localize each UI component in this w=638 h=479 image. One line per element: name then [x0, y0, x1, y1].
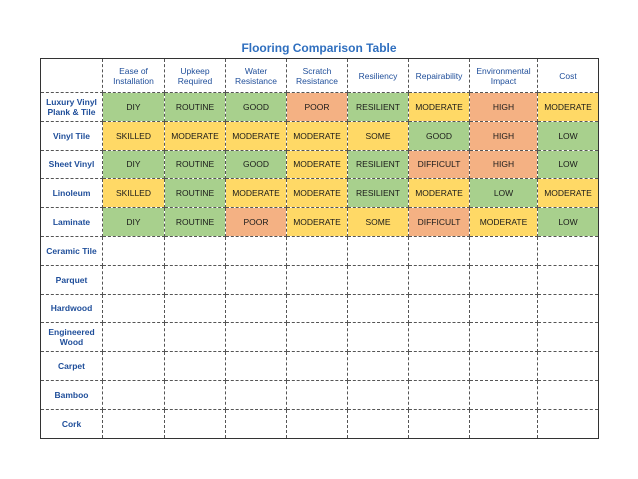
cell-value: MODERATE	[544, 101, 592, 112]
table-cell	[103, 150, 165, 179]
table-cell	[226, 93, 287, 122]
table-cell	[409, 323, 470, 352]
cell-value: SKILLED	[116, 130, 151, 141]
cell-value: MODERATE	[293, 130, 341, 141]
table-row	[41, 208, 599, 237]
cell-value: DIY	[126, 217, 141, 228]
table-cell	[538, 352, 599, 381]
column-header: Environmental Impact	[470, 59, 538, 93]
table-cell	[470, 380, 538, 409]
table-cell	[165, 236, 226, 265]
table-cell	[538, 121, 599, 150]
table-cell	[538, 179, 599, 208]
row-header: Luxury Vinyl Plank & Tile	[41, 93, 103, 122]
table-cell	[409, 380, 470, 409]
table-cell	[470, 352, 538, 381]
table-row	[41, 294, 599, 323]
table-cell	[409, 265, 470, 294]
table-cell	[226, 352, 287, 381]
table-cell	[287, 93, 348, 122]
table-row	[41, 352, 599, 381]
table-cell	[287, 121, 348, 150]
table-cell	[470, 409, 538, 438]
cell-value: DIY	[126, 101, 141, 112]
table-cell	[165, 208, 226, 237]
table-cell	[103, 236, 165, 265]
table-cell	[470, 93, 538, 122]
header-row	[41, 59, 599, 93]
cell-value: SKILLED	[116, 188, 151, 199]
table-cell	[287, 323, 348, 352]
table-cell	[348, 409, 409, 438]
table-cell	[538, 265, 599, 294]
table-cell	[348, 265, 409, 294]
table-cell	[348, 380, 409, 409]
table-cell	[165, 323, 226, 352]
table-cell	[470, 265, 538, 294]
flooring-comparison-table	[40, 58, 599, 439]
table-cell	[538, 208, 599, 237]
cell-value: LOW	[558, 159, 578, 170]
table-cell	[409, 93, 470, 122]
table-cell	[103, 179, 165, 208]
column-header: Ease of Installation	[103, 59, 165, 93]
table-row	[41, 150, 599, 179]
table-cell	[226, 150, 287, 179]
row-header: Cork	[41, 409, 103, 438]
row-header: Sheet Vinyl	[41, 150, 103, 179]
table-cell	[348, 352, 409, 381]
table-cell	[409, 409, 470, 438]
cell-value: RESILIENT	[356, 188, 400, 199]
column-header: Resiliency	[348, 59, 409, 93]
table-cell	[470, 236, 538, 265]
cell-value: DIY	[126, 159, 141, 170]
table-cell	[103, 265, 165, 294]
table-cell	[226, 179, 287, 208]
table-cell	[470, 179, 538, 208]
table-cell	[538, 93, 599, 122]
table-cell	[470, 208, 538, 237]
cell-value: RESILIENT	[356, 101, 400, 112]
table-row	[41, 236, 599, 265]
cell-value: SOME	[365, 130, 391, 141]
table-cell	[226, 236, 287, 265]
cell-value: ROUTINE	[175, 188, 215, 199]
table-cell	[409, 294, 470, 323]
cell-value: MODERATE	[544, 188, 592, 199]
cell-value: ROUTINE	[175, 101, 215, 112]
table-cell	[165, 380, 226, 409]
table-row	[41, 323, 599, 352]
cell-value: MODERATE	[293, 217, 341, 228]
table-cell	[538, 323, 599, 352]
cell-value: RESILIENT	[356, 159, 400, 170]
table-cell	[348, 208, 409, 237]
table-body	[41, 93, 599, 439]
table-cell	[103, 409, 165, 438]
table-cell	[165, 352, 226, 381]
cell-value: LOW	[558, 217, 578, 228]
table-cell	[287, 352, 348, 381]
cell-value: GOOD	[243, 101, 269, 112]
cell-value: SOME	[365, 217, 391, 228]
table-cell	[165, 294, 226, 323]
table-row	[41, 409, 599, 438]
table-cell	[103, 352, 165, 381]
table-cell	[538, 150, 599, 179]
table-cell	[348, 323, 409, 352]
row-header: Carpet	[41, 352, 103, 381]
table-cell	[538, 380, 599, 409]
cell-value: MODERATE	[171, 130, 219, 141]
table-row	[41, 179, 599, 208]
cell-value: HIGH	[492, 159, 515, 170]
table-cell	[470, 294, 538, 323]
cell-value: MODERATE	[415, 101, 463, 112]
table-cell	[226, 265, 287, 294]
table-cell	[165, 265, 226, 294]
table-cell	[348, 121, 409, 150]
column-header: Scratch Resistance	[287, 59, 348, 93]
table-cell	[103, 121, 165, 150]
table-row	[41, 380, 599, 409]
cell-value: LOW	[558, 130, 578, 141]
row-header: Bamboo	[41, 380, 103, 409]
table-cell	[103, 294, 165, 323]
row-header: Parquet	[41, 265, 103, 294]
table-cell	[287, 265, 348, 294]
table-cell	[103, 380, 165, 409]
table-cell	[226, 380, 287, 409]
table-row	[41, 121, 599, 150]
cell-value: POOR	[304, 101, 330, 112]
table-cell	[103, 208, 165, 237]
table-cell	[165, 150, 226, 179]
table-cell	[165, 121, 226, 150]
cell-value: POOR	[243, 217, 269, 228]
table-cell	[103, 93, 165, 122]
cell-value: MODERATE	[293, 159, 341, 170]
table-cell	[348, 93, 409, 122]
cell-value: MODERATE	[232, 188, 280, 199]
table-cell	[165, 409, 226, 438]
column-header: Water Resistance	[226, 59, 287, 93]
table-cell	[409, 208, 470, 237]
cell-value: MODERATE	[293, 188, 341, 199]
table-cell	[348, 150, 409, 179]
column-header: Upkeep Required	[165, 59, 226, 93]
cell-value: MODERATE	[232, 130, 280, 141]
row-header: Vinyl Tile	[41, 121, 103, 150]
table-cell	[287, 179, 348, 208]
table-cell	[409, 352, 470, 381]
table-cell	[165, 179, 226, 208]
table-cell	[287, 208, 348, 237]
cell-value: DIFFICULT	[417, 217, 461, 228]
table-cell	[348, 236, 409, 265]
column-header: Cost	[538, 59, 599, 93]
table-cell	[287, 294, 348, 323]
table-cell	[226, 121, 287, 150]
cell-value: GOOD	[426, 130, 452, 141]
table-cell	[287, 380, 348, 409]
row-header: Linoleum	[41, 179, 103, 208]
row-header: Ceramic Tile	[41, 236, 103, 265]
table-cell	[409, 179, 470, 208]
table-cell	[165, 93, 226, 122]
cell-value: GOOD	[243, 159, 269, 170]
table-cell	[287, 236, 348, 265]
cell-value: DIFFICULT	[417, 159, 461, 170]
table-cell	[409, 236, 470, 265]
table-cell	[470, 150, 538, 179]
cell-value: LOW	[493, 188, 514, 199]
table-cell	[226, 208, 287, 237]
table-cell	[538, 409, 599, 438]
table-cell	[348, 179, 409, 208]
row-header: Engineered Wood	[41, 323, 103, 352]
table-row	[41, 93, 599, 122]
column-header	[41, 59, 103, 93]
table-cell	[103, 323, 165, 352]
table-cell	[538, 236, 599, 265]
row-header: Laminate	[41, 208, 103, 237]
table-cell	[226, 294, 287, 323]
table-cell	[409, 121, 470, 150]
table-cell	[226, 323, 287, 352]
cell-value: MODERATE	[415, 188, 463, 199]
cell-value: HIGH	[492, 101, 515, 112]
table-cell	[226, 409, 287, 438]
column-header: Repairability	[409, 59, 470, 93]
table-cell	[287, 409, 348, 438]
table-cell	[470, 323, 538, 352]
table-cell	[470, 121, 538, 150]
table-row	[41, 265, 599, 294]
row-header: Hardwood	[41, 294, 103, 323]
table-cell	[348, 294, 409, 323]
table-cell	[538, 294, 599, 323]
page-title: Flooring Comparison Table	[241, 41, 397, 55]
table-cell	[409, 150, 470, 179]
table-cell	[287, 150, 348, 179]
cell-value: ROUTINE	[175, 217, 215, 228]
cell-value: MODERATE	[479, 217, 528, 228]
cell-value: ROUTINE	[175, 159, 215, 170]
cell-value: HIGH	[492, 130, 515, 141]
